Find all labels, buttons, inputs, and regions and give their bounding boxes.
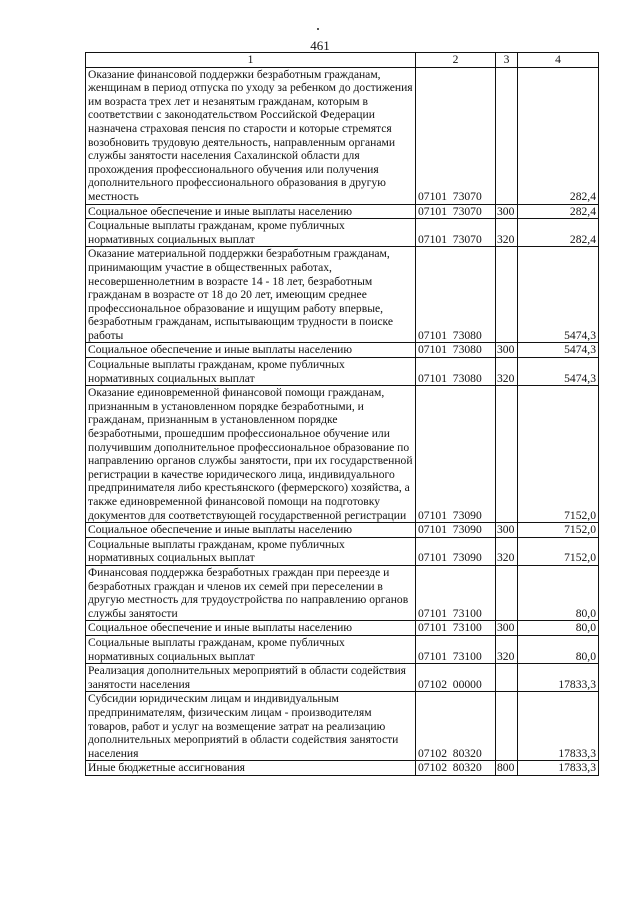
row-code: 07102 00000: [416, 664, 496, 692]
row-code: 07101 73070: [416, 204, 496, 219]
row-type: [496, 692, 518, 761]
row-type: 320: [496, 219, 518, 247]
row-code: 07101 73100: [416, 565, 496, 620]
row-type: 800: [496, 761, 518, 776]
row-amount: 80,0: [518, 621, 599, 636]
row-amount: 17833,3: [518, 664, 599, 692]
row-name: Социальное обеспечение и иные выплаты населению: [86, 204, 416, 219]
row-amount: 17833,3: [518, 692, 599, 761]
table-row: [86, 635, 599, 663]
budget-table: [85, 52, 599, 776]
row-code: 07101 73070: [416, 219, 496, 247]
row-amount: 5474,3: [518, 247, 599, 343]
table-row: [86, 247, 599, 343]
table-row: [86, 761, 599, 776]
row-name: Оказание финансовой поддержки безработным гражданам, женщинам в период отпуска по уходу за ребенком до достижения им возраста трех лет и незанятым гражданам, которым в соответствии с законодательством Российской Федерации назначена страховая пенсия по старости и которые стремятся возобновить трудовую деятельность, направленным органами службы занятости населения Сахалинской области для прохождения профессионального обучения или получения дополнительного профессионального образования в другую местность: [86, 67, 416, 204]
row-amount: 5474,3: [518, 343, 599, 358]
row-type: 300: [496, 523, 518, 538]
row-amount: 80,0: [518, 565, 599, 620]
row-name: Социальные выплаты гражданам, кроме публичных нормативных социальных выплат: [86, 219, 416, 247]
row-name: Оказание материальной поддержки безработным гражданам, принимающим участие в общественных работах, несовершеннолетним в возрасте 14 - 18 лет, безработным гражданам в возрасте от 18 до 20 лет, имеющим среднее профессиональное образование и ищущим работу впервые, безработным гражданам, испытывающим трудности в поиске работы: [86, 247, 416, 343]
row-name: Социальные выплаты гражданам, кроме публичных нормативных социальных выплат: [86, 537, 416, 565]
column-header: 1: [86, 53, 416, 68]
row-name: Оказание единовременной финансовой помощи гражданам, признанным в установленном порядке безработными, и гражданам, признанным в установленном порядке безработными, прошедшим профессиональное обучение или получившим дополнительное профессиональное образование по направлению органов службы занятости, при их государственной регистрации в качестве юридического лица, индивидуального предпринимателя либо крестьянского (фермерского) хозяйства, а также единовременной финансовой помощи на подготовку документов для соответствующей государственной регистрации: [86, 386, 416, 523]
row-name: Социальное обеспечение и иные выплаты населению: [86, 621, 416, 636]
row-name: Финансовая поддержка безработных граждан при переезде и безработных граждан и членов их семей при переселении в другую местность для трудоустройства по направлению органов службы занятости: [86, 565, 416, 620]
row-amount: 7152,0: [518, 523, 599, 538]
row-name: Социальные выплаты гражданам, кроме публичных нормативных социальных выплат: [86, 358, 416, 386]
column-header: 3: [496, 53, 518, 68]
row-amount: 282,4: [518, 67, 599, 204]
row-name: Социальное обеспечение и иные выплаты населению: [86, 343, 416, 358]
row-amount: 282,4: [518, 204, 599, 219]
row-type: [496, 386, 518, 523]
row-type: [496, 664, 518, 692]
table-row: [86, 621, 599, 636]
row-code: 07101 73080: [416, 247, 496, 343]
row-type: [496, 565, 518, 620]
row-code: 07101 73090: [416, 386, 496, 523]
row-type: 300: [496, 621, 518, 636]
row-code: 07101 73090: [416, 523, 496, 538]
row-code: 07101 73070: [416, 67, 496, 204]
table-row: [86, 386, 599, 523]
row-name: Иные бюджетные ассигнования: [86, 761, 416, 776]
table-row: [86, 219, 599, 247]
scan-speck: [317, 28, 319, 30]
row-code: 07101 73080: [416, 358, 496, 386]
row-name: Реализация дополнительных мероприятий в области содействия занятости населения: [86, 664, 416, 692]
table-row: [86, 664, 599, 692]
row-type: [496, 67, 518, 204]
row-name: Социальные выплаты гражданам, кроме публичных нормативных социальных выплат: [86, 635, 416, 663]
row-name: Субсидии юридическим лицам и индивидуальным предпринимателям, физическим лицам - производителям товаров, работ и услуг на возмещение затрат на реализацию дополнительных мероприятий в области содействия занятости населения: [86, 692, 416, 761]
row-amount: 17833,3: [518, 761, 599, 776]
table-row: [86, 523, 599, 538]
row-amount: 282,4: [518, 219, 599, 247]
row-code: 07101 73100: [416, 635, 496, 663]
row-amount: 80,0: [518, 635, 599, 663]
row-type: 320: [496, 537, 518, 565]
table-row: [86, 537, 599, 565]
column-header: 2: [416, 53, 496, 68]
row-type: 320: [496, 358, 518, 386]
row-amount: 7152,0: [518, 386, 599, 523]
row-type: 300: [496, 343, 518, 358]
column-header: 4: [518, 53, 599, 68]
row-code: 07101 73090: [416, 537, 496, 565]
row-type: 300: [496, 204, 518, 219]
table-row: [86, 565, 599, 620]
table-row: [86, 204, 599, 219]
row-type: [496, 247, 518, 343]
table-row: [86, 67, 599, 204]
header-row: [86, 53, 599, 68]
row-code: 07101 73080: [416, 343, 496, 358]
table-row: [86, 692, 599, 761]
table-row: [86, 358, 599, 386]
row-name: Социальное обеспечение и иные выплаты населению: [86, 523, 416, 538]
page-number: 461: [310, 38, 330, 53]
table-row: [86, 343, 599, 358]
row-code: 07101 73100: [416, 621, 496, 636]
row-amount: 7152,0: [518, 537, 599, 565]
row-code: 07102 80320: [416, 761, 496, 776]
row-type: 320: [496, 635, 518, 663]
row-amount: 5474,3: [518, 358, 599, 386]
row-code: 07102 80320: [416, 692, 496, 761]
